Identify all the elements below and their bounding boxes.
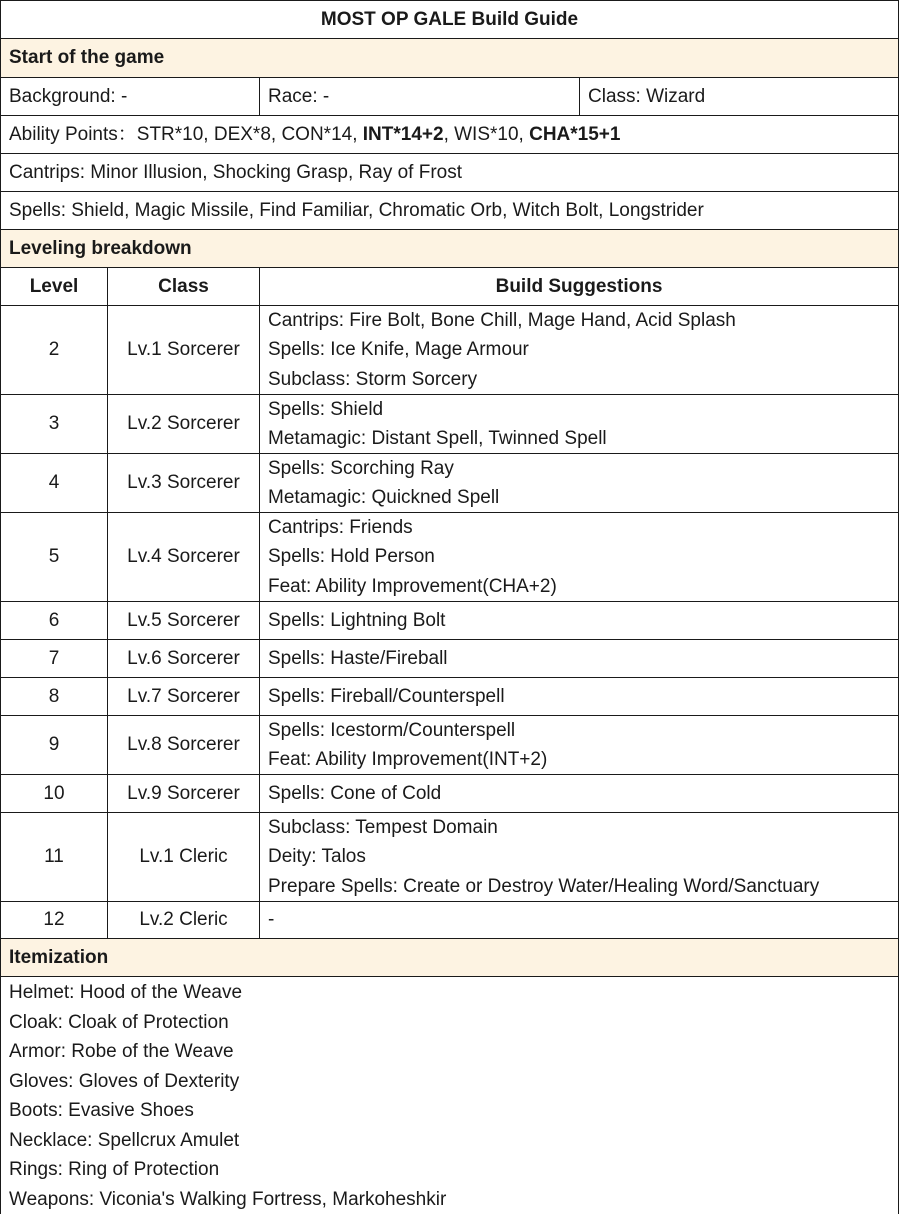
level-cell: 5 [48, 546, 60, 568]
build-suggestions-cell [259, 678, 898, 715]
suggestion-line: Deity: Talos [268, 846, 366, 868]
basics-row [0, 78, 899, 116]
table-row [0, 678, 899, 716]
list-item: Boots: Evasive Shoes [9, 1100, 194, 1121]
section-start-of-game [0, 39, 899, 78]
itemization-list [0, 977, 899, 1214]
title-row [0, 0, 899, 39]
table-row [0, 716, 899, 775]
section-heading: Itemization [9, 946, 109, 968]
level-cell: 10 [43, 782, 65, 804]
suggestion-line: Spells: Fireball/Counterspell [268, 685, 505, 707]
class-cell: Lv.1 Cleric [107, 813, 259, 901]
build-suggestions-cell [259, 640, 898, 677]
build-suggestions-cell [259, 716, 898, 774]
build-suggestions-cell [259, 306, 898, 394]
level-cell: 2 [48, 339, 60, 361]
suggestion-line: Metamagic: Distant Spell, Twinned Spell [268, 428, 607, 449]
ability-points-label: Ability Points： [9, 123, 137, 145]
suggestion-line: Subclass: Tempest Domain [268, 816, 498, 838]
level-cell: 7 [48, 647, 60, 669]
level-cell: 4 [48, 472, 60, 494]
suggestion-line: Prepare Spells: Create or Destroy Water/Healing Word/Sanctuary [268, 875, 820, 897]
table-row [0, 602, 899, 640]
column-header-class: Class [107, 268, 259, 305]
list-item: Necklace: Spellcrux Amulet [9, 1129, 240, 1151]
leveling-header-row [0, 268, 899, 306]
section-heading: Start of the game [9, 47, 165, 69]
class-cell: Lv.2 Sorcerer [107, 395, 259, 453]
section-itemization [0, 939, 899, 977]
list-item: Gloves: Gloves of Dexterity [9, 1070, 240, 1092]
ability-cha: CHA*15+1 [529, 123, 621, 145]
suggestion-line: Spells: Lightning Bolt [268, 609, 446, 631]
table-row [0, 775, 899, 813]
suggestion-line: Feat: Ability Improvement(CHA+2) [268, 575, 557, 597]
class-cell: Lv.2 Cleric [107, 902, 259, 938]
suggestion-line: Metamagic: Quickned Spell [268, 487, 500, 508]
cantrips-row [0, 154, 899, 192]
build-suggestions-cell [259, 513, 898, 601]
suggestion-line: Spells: Shield [268, 398, 384, 420]
class-cell: Lv.4 Sorcerer [107, 513, 259, 601]
suggestion-line: Cantrips: Fire Bolt, Bone Chill, Mage Hand, Acid Splash [268, 309, 736, 331]
build-suggestions-cell [259, 395, 898, 453]
itemization-items [1, 977, 898, 1214]
list-item: Helmet: Hood of the Weave [9, 982, 243, 1003]
table-row [0, 395, 899, 454]
background-cell: Background: - [9, 85, 128, 107]
suggestion-line: Subclass: Storm Sorcery [268, 368, 478, 390]
class-cell: Lv.7 Sorcerer [107, 678, 259, 715]
spells-cell: Spells: Shield, Magic Missile, Find Familiar, Chromatic Orb, Witch Bolt, Longstrider [9, 199, 704, 221]
table-row [0, 640, 899, 678]
table-row [0, 306, 899, 395]
suggestion-line: Spells: Cone of Cold [268, 782, 442, 804]
level-cell: 8 [48, 685, 60, 707]
ability-points-cell [1, 116, 898, 153]
build-suggestions-cell [259, 813, 898, 901]
guide-title: MOST OP GALE Build Guide [320, 8, 579, 30]
table-row [0, 902, 899, 939]
spells-row [0, 192, 899, 230]
ability-stats-2: , WIS*10, [443, 123, 530, 145]
list-item: Cloak: Cloak of Protection [9, 1011, 229, 1033]
class-cell: Lv.9 Sorcerer [107, 775, 259, 812]
ability-int: INT*14+2 [362, 123, 444, 145]
suggestion-line: - [268, 909, 275, 931]
race-cell: Race: - [259, 78, 579, 115]
suggestion-line: Spells: Ice Knife, Mage Armour [268, 339, 529, 361]
level-cell: 12 [43, 909, 65, 931]
class-cell: Lv.5 Sorcerer [107, 602, 259, 639]
table-row [0, 454, 899, 513]
build-suggestions-cell [259, 454, 898, 512]
ability-stats-1: STR*10, DEX*8, CON*14, [136, 123, 363, 145]
level-cell: 11 [44, 846, 64, 868]
level-cell: 6 [48, 609, 60, 631]
column-header-build-suggestions: Build Suggestions [259, 268, 898, 305]
suggestion-line: Cantrips: Friends [268, 516, 413, 538]
class-cell: Lv.6 Sorcerer [107, 640, 259, 677]
list-item: Armor: Robe of the Weave [9, 1041, 234, 1062]
table-row [0, 513, 899, 602]
suggestion-line: Spells: Haste/Fireball [268, 647, 448, 669]
ability-points-row [0, 116, 899, 154]
build-suggestions-cell [259, 602, 898, 639]
cantrips-cell: Cantrips: Minor Illusion, Shocking Grasp, Ray of Frost [9, 161, 463, 183]
suggestion-line: Spells: Hold Person [268, 546, 435, 568]
section-heading: Leveling breakdown [9, 237, 192, 259]
class-cell: Lv.8 Sorcerer [107, 716, 259, 774]
suggestion-line: Spells: Scorching Ray [268, 457, 454, 479]
build-suggestions-cell [259, 775, 898, 812]
section-leveling-breakdown [0, 230, 899, 268]
class-cell: Lv.3 Sorcerer [107, 454, 259, 512]
list-item: Weapons: Viconia's Walking Fortress, Markoheshkir [9, 1188, 447, 1210]
level-cell: 3 [48, 413, 60, 435]
column-header-level: Level [29, 275, 79, 297]
class-cell: Class: Wizard [579, 78, 898, 115]
suggestion-line: Feat: Ability Improvement(INT+2) [268, 749, 548, 770]
build-suggestions-cell [259, 902, 898, 938]
table-row [0, 813, 899, 902]
list-item: Rings: Ring of Protection [9, 1159, 220, 1180]
suggestion-line: Spells: Icestorm/Counterspell [268, 719, 516, 741]
class-cell: Lv.1 Sorcerer [107, 306, 259, 394]
level-cell: 9 [48, 734, 60, 756]
